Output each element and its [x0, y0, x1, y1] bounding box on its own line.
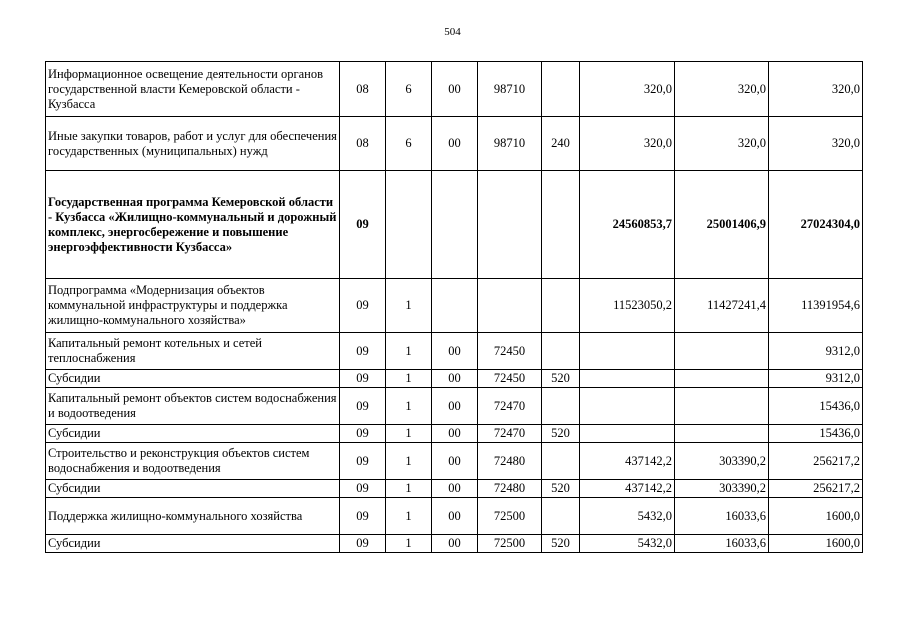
table-body — [46, 62, 863, 553]
section-code-cell: 09 — [340, 279, 386, 333]
program-code-cell: 1 — [386, 480, 432, 498]
program-code-cell: 6 — [386, 117, 432, 171]
table-row — [46, 498, 863, 535]
program-code-cell: 1 — [386, 443, 432, 480]
table-row — [46, 443, 863, 480]
subprogram-code-cell: 00 — [432, 117, 478, 171]
amount-year3-cell: 27024304,0 — [769, 171, 863, 279]
budget-table — [45, 61, 863, 553]
expense-type-cell: 520 — [542, 425, 580, 443]
amount-year3-cell: 320,0 — [769, 62, 863, 117]
row-name-cell: Подпрограмма «Модернизация объектов коммунальной инфраструктуры и поддержка жилищно-коммунального хозяйства» — [46, 279, 340, 333]
row-name-cell: Поддержка жилищно-коммунального хозяйства — [46, 498, 340, 535]
section-code-cell: 09 — [340, 333, 386, 370]
section-code-cell: 08 — [340, 62, 386, 117]
subprogram-code-cell: 00 — [432, 425, 478, 443]
row-name-cell: Капитальный ремонт объектов систем водоснабжения и водоотведения — [46, 388, 340, 425]
row-name-cell: Иные закупки товаров, работ и услуг для обеспечения государственных (муниципальных) нужд — [46, 117, 340, 171]
subprogram-code-cell: 00 — [432, 388, 478, 425]
direction-code-cell: 98710 — [478, 62, 542, 117]
direction-code-cell — [478, 279, 542, 333]
table-row — [46, 480, 863, 498]
amount-year2-cell: 11427241,4 — [675, 279, 769, 333]
subprogram-code-cell — [432, 279, 478, 333]
expense-type-cell — [542, 171, 580, 279]
amount-year2-cell: 25001406,9 — [675, 171, 769, 279]
subprogram-code-cell: 00 — [432, 498, 478, 535]
amount-year1-cell: 437142,2 — [580, 480, 675, 498]
direction-code-cell: 72470 — [478, 388, 542, 425]
direction-code-cell: 72470 — [478, 425, 542, 443]
row-name-cell: Субсидии — [46, 480, 340, 498]
table-row — [46, 370, 863, 388]
expense-type-cell: 240 — [542, 117, 580, 171]
direction-code-cell: 72500 — [478, 535, 542, 553]
amount-year3-cell: 11391954,6 — [769, 279, 863, 333]
page-number: 504 — [444, 26, 461, 38]
expense-type-cell: 520 — [542, 535, 580, 553]
amount-year1-cell — [580, 425, 675, 443]
amount-year2-cell: 303390,2 — [675, 443, 769, 480]
amount-year2-cell: 16033,6 — [675, 498, 769, 535]
amount-year3-cell: 15436,0 — [769, 388, 863, 425]
section-code-cell: 09 — [340, 480, 386, 498]
section-code-cell: 09 — [340, 388, 386, 425]
direction-code-cell: 72450 — [478, 333, 542, 370]
amount-year1-cell: 320,0 — [580, 117, 675, 171]
direction-code-cell: 72450 — [478, 370, 542, 388]
amount-year2-cell: 320,0 — [675, 62, 769, 117]
section-code-cell: 08 — [340, 117, 386, 171]
table-row — [46, 535, 863, 553]
direction-code-cell — [478, 171, 542, 279]
amount-year3-cell: 256217,2 — [769, 443, 863, 480]
direction-code-cell: 72480 — [478, 443, 542, 480]
program-code-cell: 1 — [386, 535, 432, 553]
direction-code-cell: 98710 — [478, 117, 542, 171]
expense-type-cell: 520 — [542, 370, 580, 388]
section-code-cell: 09 — [340, 370, 386, 388]
amount-year1-cell — [580, 370, 675, 388]
amount-year3-cell: 256217,2 — [769, 480, 863, 498]
expense-type-cell — [542, 279, 580, 333]
amount-year2-cell — [675, 370, 769, 388]
program-code-cell: 1 — [386, 498, 432, 535]
direction-code-cell: 72480 — [478, 480, 542, 498]
section-code-cell: 09 — [340, 498, 386, 535]
amount-year3-cell: 320,0 — [769, 117, 863, 171]
amount-year2-cell — [675, 388, 769, 425]
amount-year1-cell — [580, 333, 675, 370]
program-code-cell: 1 — [386, 425, 432, 443]
subprogram-code-cell: 00 — [432, 443, 478, 480]
amount-year2-cell — [675, 333, 769, 370]
amount-year2-cell: 320,0 — [675, 117, 769, 171]
amount-year2-cell: 303390,2 — [675, 480, 769, 498]
row-name-cell: Государственная программа Кемеровской области - Кузбасса «Жилищно-коммунальный и дорожный комплекс, энергосбережение и повышение энергоэффективности Кузбасса» — [46, 171, 340, 279]
subprogram-code-cell: 00 — [432, 62, 478, 117]
program-code-cell: 1 — [386, 333, 432, 370]
section-code-cell: 09 — [340, 425, 386, 443]
amount-year1-cell: 320,0 — [580, 62, 675, 117]
expense-type-cell — [542, 333, 580, 370]
table-row — [46, 333, 863, 370]
subprogram-code-cell: 00 — [432, 535, 478, 553]
amount-year1-cell: 5432,0 — [580, 498, 675, 535]
amount-year2-cell: 16033,6 — [675, 535, 769, 553]
program-code-cell — [386, 171, 432, 279]
row-name-cell: Субсидии — [46, 425, 340, 443]
amount-year1-cell: 437142,2 — [580, 443, 675, 480]
amount-year3-cell: 15436,0 — [769, 425, 863, 443]
section-code-cell: 09 — [340, 535, 386, 553]
subprogram-code-cell: 00 — [432, 370, 478, 388]
section-code-cell: 09 — [340, 443, 386, 480]
section-code-cell: 09 — [340, 171, 386, 279]
amount-year1-cell: 5432,0 — [580, 535, 675, 553]
table-row — [46, 425, 863, 443]
amount-year1-cell: 24560853,7 — [580, 171, 675, 279]
expense-type-cell: 520 — [542, 480, 580, 498]
expense-type-cell — [542, 388, 580, 425]
subprogram-code-cell — [432, 171, 478, 279]
row-name-cell: Информационное освещение деятельности органов государственной власти Кемеровской области - Кузбасса — [46, 62, 340, 117]
subprogram-code-cell: 00 — [432, 480, 478, 498]
program-code-cell: 6 — [386, 62, 432, 117]
expense-type-cell — [542, 498, 580, 535]
amount-year3-cell: 1600,0 — [769, 535, 863, 553]
amount-year3-cell: 9312,0 — [769, 333, 863, 370]
table-row — [46, 117, 863, 171]
subprogram-code-cell: 00 — [432, 333, 478, 370]
amount-year3-cell: 1600,0 — [769, 498, 863, 535]
table-row — [46, 171, 863, 279]
row-name-cell: Субсидии — [46, 370, 340, 388]
amount-year1-cell: 11523050,2 — [580, 279, 675, 333]
row-name-cell: Строительство и реконструкция объектов систем водоснабжения и водоотведения — [46, 443, 340, 480]
amount-year3-cell: 9312,0 — [769, 370, 863, 388]
row-name-cell: Субсидии — [46, 535, 340, 553]
table-row — [46, 62, 863, 117]
expense-type-cell — [542, 443, 580, 480]
program-code-cell: 1 — [386, 388, 432, 425]
table-row — [46, 388, 863, 425]
program-code-cell: 1 — [386, 370, 432, 388]
row-name-cell: Капитальный ремонт котельных и сетей теплоснабжения — [46, 333, 340, 370]
expense-type-cell — [542, 62, 580, 117]
amount-year1-cell — [580, 388, 675, 425]
program-code-cell: 1 — [386, 279, 432, 333]
table-row — [46, 279, 863, 333]
amount-year2-cell — [675, 425, 769, 443]
direction-code-cell: 72500 — [478, 498, 542, 535]
